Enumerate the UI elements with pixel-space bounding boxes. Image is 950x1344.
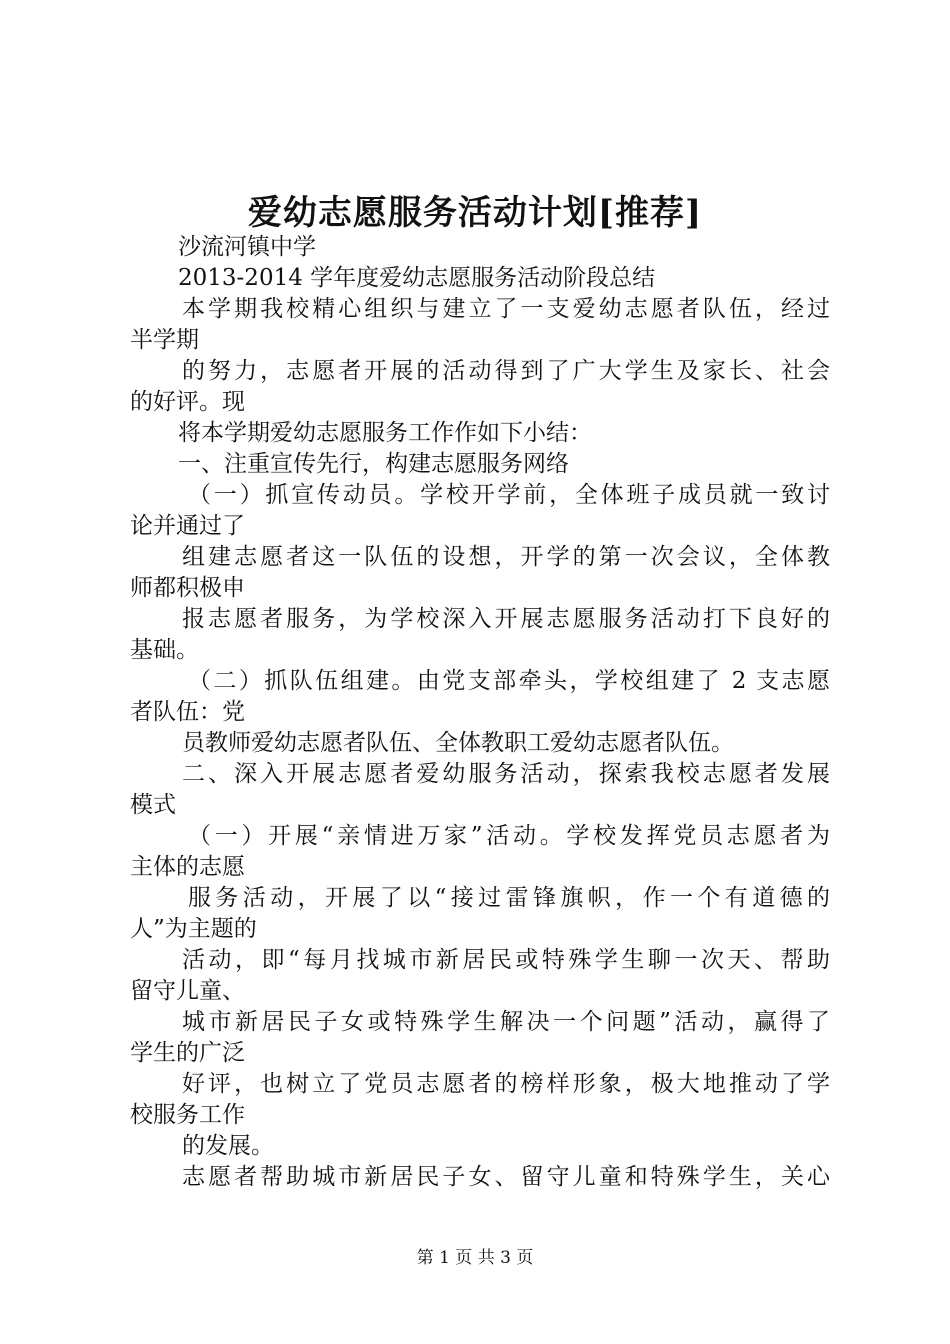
text-line: 半学期 — [130, 327, 199, 353]
text-line: 志愿者帮助城市新居民子女、留守儿童和特殊学生，关心 — [182, 1164, 830, 1190]
text-line: 主体的志愿 — [130, 854, 245, 880]
text-line: 模式 — [130, 792, 176, 818]
text-line: 的努力，志愿者开展的活动得到了广大学生及家长、社会 — [182, 358, 830, 384]
text-line: 员教师爱幼志愿者队伍、全体教职工爱幼志愿者队伍。 — [182, 730, 734, 756]
text-line: 学生的广泛 — [130, 1040, 245, 1066]
text-line: 好评，也树立了党员志愿者的榜样形象，极大地推动了学 — [182, 1071, 830, 1097]
text-line: 服务活动，开展了以“接过雷锋旗帜，作一个有道德的 — [188, 885, 830, 911]
text-line: 的发展。 — [182, 1133, 274, 1159]
text-line: （一）开展“亲情进万家”活动。学校发挥党员志愿者为 — [188, 823, 830, 849]
text-line: 将本学期爱幼志愿服务工作作如下小结： — [178, 420, 592, 446]
text-line: 2013-2014 学年度爱幼志愿服务活动阶段总结 — [178, 265, 656, 291]
text-line: 沙流河镇中学 — [178, 234, 316, 260]
document-title: 爱幼志愿服务活动计划[推荐] — [247, 193, 703, 233]
text-line: 报志愿者服务，为学校深入开展志愿服务活动打下良好的 — [182, 606, 830, 632]
text-line: （一）抓宣传动员。学校开学前，全体班子成员就一致讨 — [188, 482, 830, 508]
text-line: 留守儿童、 — [130, 978, 245, 1004]
text-line: 论并通过了 — [130, 513, 245, 539]
text-line: 师都积极申 — [130, 575, 245, 601]
document-body — [130, 232, 830, 1193]
text-line: 的好评。现 — [130, 389, 245, 415]
text-line: 活动，即“每月找城市新居民或特殊学生聊一次天、帮助 — [182, 947, 830, 973]
text-line: 一、注重宣传先行，构建志愿服务网络 — [178, 451, 569, 477]
text-line: 组建志愿者这一队伍的设想，开学的第一次会议，全体教 — [182, 544, 830, 570]
text-line: 二、深入开展志愿者爱幼服务活动，探索我校志愿者发展 — [182, 761, 830, 787]
page-footer: 第 1 页 共 3 页 — [416, 1248, 534, 1268]
text-line: （二）抓队伍组建。由党支部牵头，学校组建了 2 支志愿 — [188, 668, 830, 694]
text-line: 校服务工作 — [130, 1102, 245, 1128]
text-line: 城市新居民子女或特殊学生解决一个问题”活动，赢得了 — [182, 1009, 830, 1035]
text-line: 人”为主题的 — [130, 916, 257, 942]
text-line: 者队伍：党 — [130, 699, 245, 725]
text-line: 本学期我校精心组织与建立了一支爱幼志愿者队伍，经过 — [182, 296, 830, 322]
text-line: 基础。 — [130, 637, 199, 663]
